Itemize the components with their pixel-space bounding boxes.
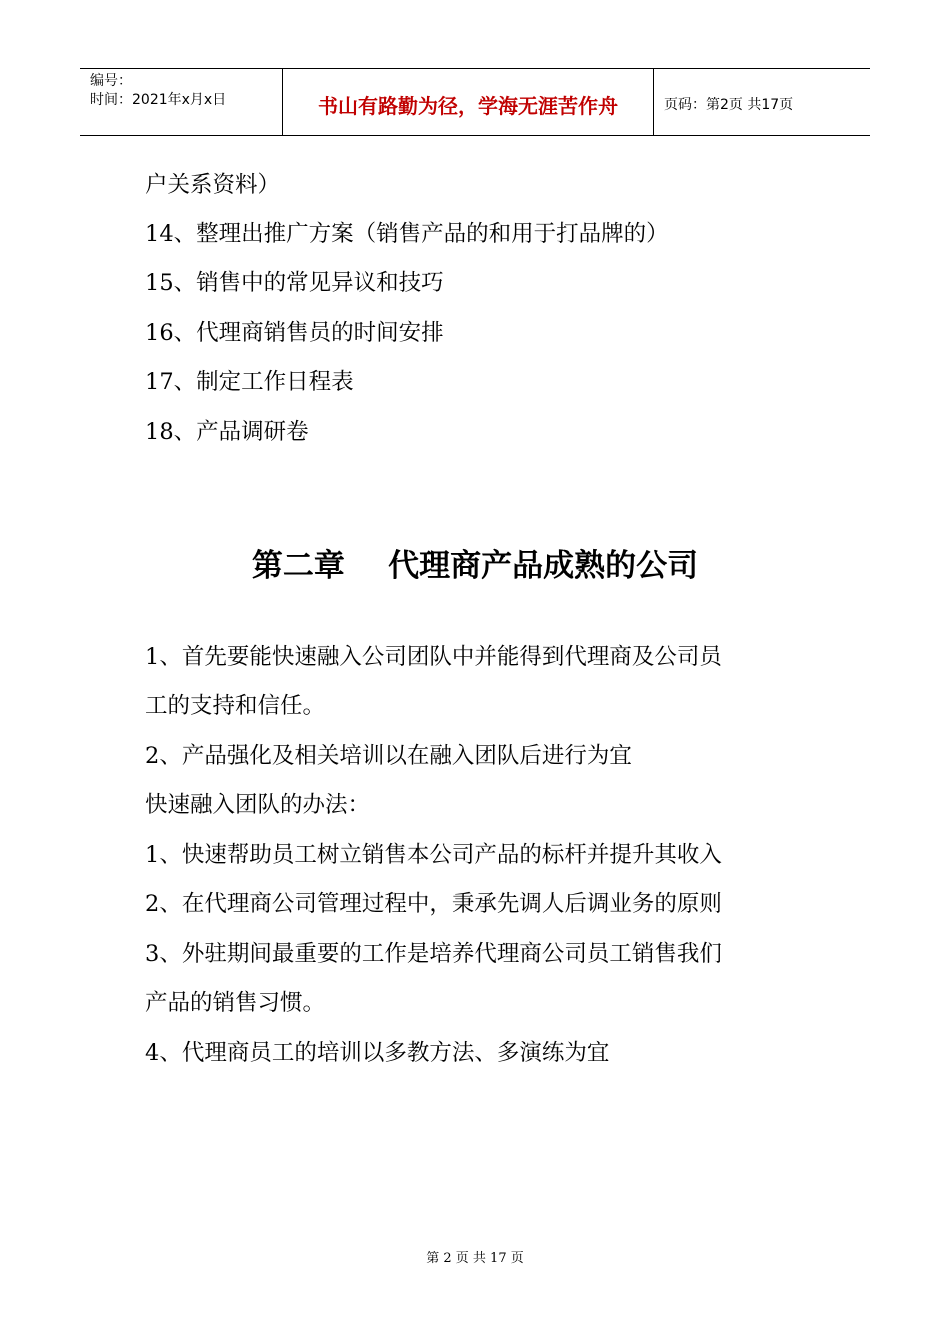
header-page-info: 页码：第2页 共17页 xyxy=(664,97,794,113)
body-line: 产品的销售习惯。 xyxy=(145,990,326,1016)
body-line: 14、整理出推广方案（销售产品的和用于打品牌的） xyxy=(145,221,669,247)
header-motto: 书山有路勤为径，学海无涯苦作舟 xyxy=(282,69,654,135)
body-line: 18、产品调研卷 xyxy=(145,419,309,445)
body-line: 1、首先要能快速融入公司团队中并能得到代理商及公司员 xyxy=(145,644,722,670)
body-line: 户关系资料） xyxy=(145,172,281,198)
body-line: 16、代理商销售员的时间安排 xyxy=(145,320,444,346)
page-footer: 第 2 页 共 17 页 xyxy=(426,1251,524,1266)
body-line: 1、快速帮助员工树立销售本公司产品的标杆并提升其收入 xyxy=(145,842,722,868)
body-line: 4、代理商员工的培训以多教方法、多演练为宜 xyxy=(145,1040,610,1066)
header-number: 编号： xyxy=(90,73,132,89)
body-line: 15、销售中的常见异议和技巧 xyxy=(145,270,444,296)
header-time: 时间：2021年x月x日 xyxy=(90,92,227,108)
body-line: 2、产品强化及相关培训以在融入团队后进行为宜 xyxy=(145,743,632,769)
body-line: 快速融入团队的办法： xyxy=(145,792,371,818)
page-header xyxy=(80,68,870,136)
body-line: 2、在代理商公司管理过程中，秉承先调人后调业务的原则 xyxy=(145,891,722,917)
body-line: 3、外驻期间最重要的工作是培养代理商公司员工销售我们 xyxy=(145,941,722,967)
header-meta xyxy=(80,69,282,135)
body-line: 17、制定工作日程表 xyxy=(145,369,354,395)
chapter-title: 第二章 代理商产品成熟的公司 xyxy=(251,548,699,584)
body-line: 工的支持和信任。 xyxy=(145,693,326,719)
